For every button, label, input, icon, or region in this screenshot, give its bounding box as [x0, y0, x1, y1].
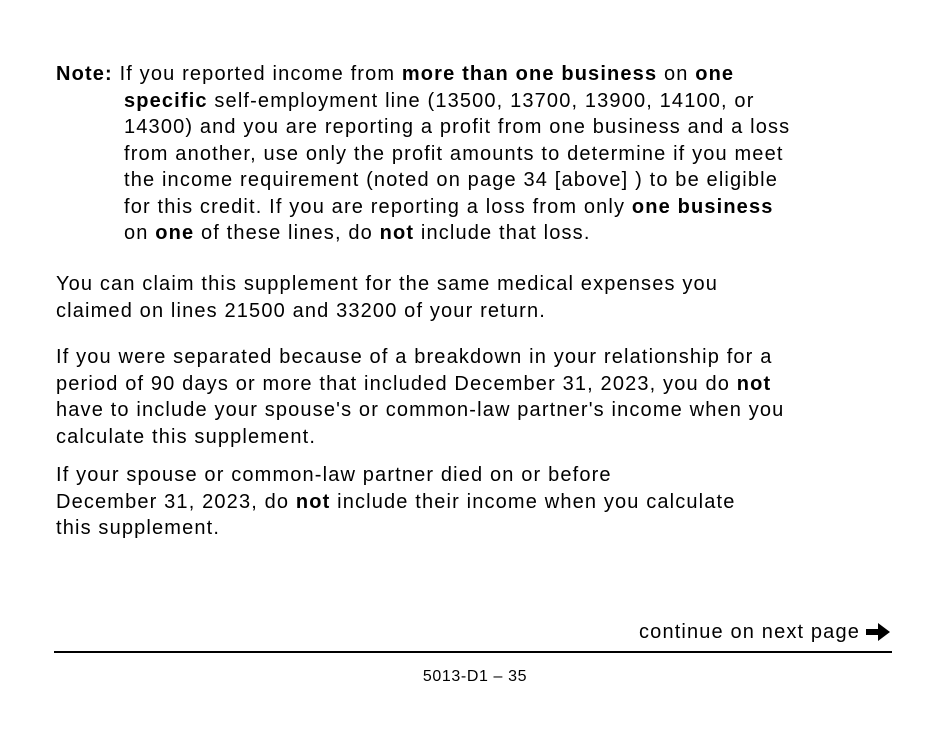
right-arrow-icon	[864, 620, 892, 644]
note-paragraph	[56, 61, 916, 247]
text-line	[56, 515, 916, 542]
text-run: period of 90 days or more that included December 31, 2023, you do	[56, 372, 737, 395]
text-run: for this credit. If you are reporting a loss from only	[124, 195, 632, 218]
text-line	[56, 424, 916, 451]
emphasis-text: one	[695, 63, 735, 85]
died-paragraph	[56, 462, 916, 542]
text-line	[56, 114, 916, 141]
page-number: 5013-D1 – 35	[422, 668, 528, 685]
text-run: December 31, 2023, do	[56, 490, 296, 513]
text-line	[56, 88, 916, 115]
text-line	[56, 167, 916, 194]
emphasis-text: specific	[124, 89, 208, 112]
text-run: 14300) and you are reporting a profit from one business and a loss	[124, 116, 791, 138]
text-run: include that loss.	[414, 222, 591, 244]
text-line	[56, 141, 916, 168]
text-run: on	[124, 222, 156, 244]
footer-divider	[54, 651, 892, 653]
text-run: include their income when you calculate	[330, 490, 736, 513]
text-line	[56, 462, 916, 489]
text-line	[56, 298, 916, 325]
text-line	[56, 194, 916, 221]
claim-paragraph	[56, 271, 916, 324]
separated-paragraph	[56, 344, 916, 450]
emphasis-text: not	[379, 222, 415, 244]
text-run: self-employment line (13500, 13700, 13900, 14100, or	[207, 89, 755, 112]
text-run: If your spouse or common-law partner died on or before	[56, 464, 612, 486]
text-run: claimed on lines 21500 and 33200 of your return.	[56, 299, 546, 322]
text-run: calculate this supplement.	[56, 425, 317, 448]
text-run: have to include your spouse's or common-law partner's income when you	[56, 399, 785, 421]
text-run: If you reported income from	[112, 63, 402, 85]
text-line	[56, 220, 916, 247]
emphasis-text: Note:	[56, 63, 113, 85]
text-line	[56, 271, 916, 298]
text-run: this supplement.	[56, 517, 221, 539]
text-line	[56, 344, 916, 371]
text-line	[56, 397, 916, 424]
text-line	[56, 371, 916, 398]
text-run: the income requirement (noted on page 34 [above] ) to be eligible	[124, 169, 779, 191]
continue-text: continue on next page	[639, 621, 860, 643]
text-run: You can claim this supplement for the same medical expenses you	[56, 273, 719, 295]
emphasis-text: one business	[631, 195, 774, 218]
text-run: on	[657, 63, 696, 85]
text-run: If you were separated because of a breakdown in your relationship for a	[56, 346, 773, 368]
emphasis-text: not	[736, 372, 772, 395]
continue-on-next-page	[639, 618, 892, 646]
text-run: of these lines, do	[194, 222, 380, 244]
text-line	[56, 61, 916, 88]
emphasis-text: one	[155, 222, 195, 244]
text-line	[56, 489, 916, 516]
text-run: from another, use only the profit amounts to determine if you meet	[124, 142, 784, 165]
emphasis-text: not	[295, 490, 331, 513]
emphasis-text: more than one business	[401, 63, 658, 85]
